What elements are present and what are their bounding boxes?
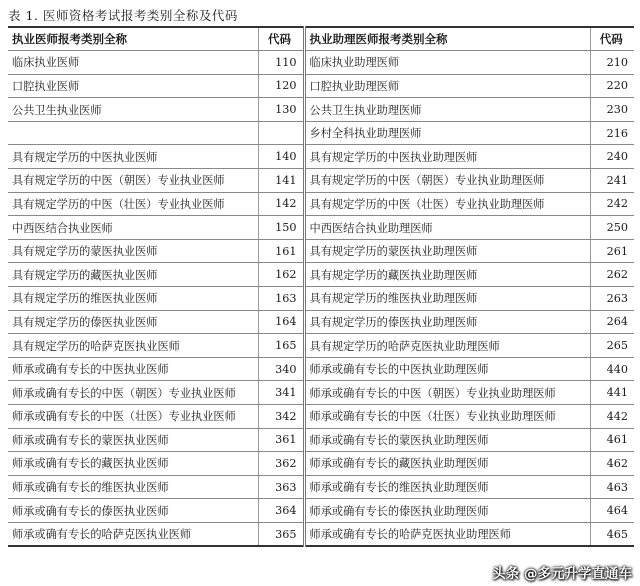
- table-row: [8, 405, 634, 429]
- assistant-code-cell: 241: [590, 169, 634, 193]
- physician-code-cell: 363: [258, 475, 304, 499]
- assistant-code-cell: 265: [590, 334, 634, 358]
- physician-code-cell: 120: [258, 74, 304, 98]
- assistant-code-cell: 230: [590, 98, 634, 122]
- table-row: [8, 475, 634, 499]
- assistant-code-cell: 250: [590, 216, 634, 240]
- table-row: [8, 98, 634, 122]
- assistant-name-cell: 中西医结合执业助理医师: [304, 216, 590, 240]
- assistant-code-cell: 262: [590, 263, 634, 287]
- assistant-name-cell: 具有规定学历的中医（壮医）专业执业助理医师: [304, 192, 590, 216]
- physician-name-cell: 具有规定学历的中医（朝医）专业执业医师: [8, 169, 258, 193]
- physician-code-cell: 163: [258, 287, 304, 311]
- assistant-name-cell: 乡村全科执业助理医师: [304, 121, 590, 145]
- table-caption: 表 1. 医师资格考试报考类别全称及代码: [8, 8, 238, 23]
- physician-code-cell: 340: [258, 357, 304, 381]
- physician-name-cell: 公共卫生执业医师: [8, 98, 258, 122]
- assistant-code-cell: 440: [590, 357, 634, 381]
- table-row: [8, 499, 634, 523]
- table-row: [8, 428, 634, 452]
- assistant-code-cell: 263: [590, 287, 634, 311]
- assistant-name-cell: 师承或确有专长的中医执业助理医师: [304, 357, 590, 381]
- physician-name-cell: 师承或确有专长的中医（朝医）专业执业医师: [8, 381, 258, 405]
- physician-name-cell: 具有规定学历的哈萨克医执业医师: [8, 334, 258, 358]
- table-row: [8, 310, 634, 334]
- physician-code-cell: 164: [258, 310, 304, 334]
- table-row: [8, 121, 634, 145]
- assistant-name-cell: 师承或确有专长的中医（壮医）专业执业助理医师: [304, 405, 590, 429]
- physician-code-cell: 165: [258, 334, 304, 358]
- physician-name-cell: 师承或确有专长的蒙医执业医师: [8, 428, 258, 452]
- assistant-name-cell: 师承或确有专长的藏医执业助理医师: [304, 452, 590, 476]
- table-row: [8, 357, 634, 381]
- assistant-code-cell: 220: [590, 74, 634, 98]
- table-body: [8, 51, 634, 546]
- table-row: [8, 452, 634, 476]
- assistant-code-cell: 465: [590, 522, 634, 546]
- physician-name-cell: 具有规定学历的维医执业医师: [8, 287, 258, 311]
- table-row: [8, 263, 634, 287]
- assistant-name-cell: 具有规定学历的中医执业助理医师: [304, 145, 590, 169]
- table-row: [8, 239, 634, 263]
- physician-name-cell: 师承或确有专长的维医执业医师: [8, 475, 258, 499]
- assistant-name-cell: 公共卫生执业助理医师: [304, 98, 590, 122]
- assistant-name-cell: 具有规定学历的维医执业助理医师: [304, 287, 590, 311]
- table-row: [8, 216, 634, 240]
- assistant-name-cell: 口腔执业助理医师: [304, 74, 590, 98]
- assistant-name-cell: 具有规定学历的藏医执业助理医师: [304, 263, 590, 287]
- assistant-name-cell: 具有规定学历的傣医执业助理医师: [304, 310, 590, 334]
- table-row: [8, 169, 634, 193]
- assistant-code-cell: 210: [590, 51, 634, 75]
- assistant-code-cell: 264: [590, 310, 634, 334]
- assistant-name-cell: 师承或确有专长的蒙医执业助理医师: [304, 428, 590, 452]
- physician-code-cell: 365: [258, 522, 304, 546]
- physician-code-cell: 162: [258, 263, 304, 287]
- physician-code-cell: 361: [258, 428, 304, 452]
- table-row: [8, 287, 634, 311]
- physician-code-cell: 142: [258, 192, 304, 216]
- table-row: [8, 334, 634, 358]
- assistant-name-cell: 师承或确有专长的维医执业助理医师: [304, 475, 590, 499]
- assistant-code-cell: 463: [590, 475, 634, 499]
- physician-name-cell: 师承或确有专长的藏医执业医师: [8, 452, 258, 476]
- table-header-row: [8, 27, 634, 51]
- physician-code-cell: 341: [258, 381, 304, 405]
- assistant-code-cell: 442: [590, 405, 634, 429]
- physician-name-cell: 师承或确有专长的傣医执业医师: [8, 499, 258, 523]
- physician-code-cell: 362: [258, 452, 304, 476]
- physician-name-cell: 具有规定学历的傣医执业医师: [8, 310, 258, 334]
- physician-code-cell: 140: [258, 145, 304, 169]
- assistant-code-cell: 462: [590, 452, 634, 476]
- physician-name-cell: 师承或确有专长的中医（壮医）专业执业医师: [8, 405, 258, 429]
- assistant-name-cell: 师承或确有专长的中医（朝医）专业执业助理医师: [304, 381, 590, 405]
- table-row: [8, 192, 634, 216]
- physician-code-cell: 150: [258, 216, 304, 240]
- watermark: 头条 @多元升学直通车: [492, 566, 632, 582]
- assistant-name-cell: 具有规定学历的哈萨克医执业助理医师: [304, 334, 590, 358]
- table-row: [8, 145, 634, 169]
- assistant-name-cell: 师承或确有专长的傣医执业助理医师: [304, 499, 590, 523]
- exam-category-table: [8, 26, 634, 547]
- assistant-code-cell: 441: [590, 381, 634, 405]
- table-row: [8, 74, 634, 98]
- assistant-code-cell: 461: [590, 428, 634, 452]
- header-assistant-code: 代码: [590, 27, 634, 51]
- physician-code-cell: 110: [258, 51, 304, 75]
- assistant-name-cell: 具有规定学历的中医（朝医）专业执业助理医师: [304, 169, 590, 193]
- assistant-code-cell: 261: [590, 239, 634, 263]
- assistant-code-cell: 240: [590, 145, 634, 169]
- physician-name-cell: 临床执业医师: [8, 51, 258, 75]
- header-physician-code: 代码: [258, 27, 304, 51]
- physician-name-cell: 中西医结合执业医师: [8, 216, 258, 240]
- physician-name-cell: 师承或确有专长的哈萨克医执业医师: [8, 522, 258, 546]
- assistant-code-cell: 464: [590, 499, 634, 523]
- assistant-code-cell: 242: [590, 192, 634, 216]
- physician-name-cell: 具有规定学历的中医（壮医）专业执业医师: [8, 192, 258, 216]
- table-row: [8, 522, 634, 546]
- physician-code-cell: 161: [258, 239, 304, 263]
- assistant-name-cell: 临床执业助理医师: [304, 51, 590, 75]
- table-row: [8, 381, 634, 405]
- physician-name-cell: [8, 121, 258, 145]
- physician-name-cell: 具有规定学历的藏医执业医师: [8, 263, 258, 287]
- physician-name-cell: 具有规定学历的中医执业医师: [8, 145, 258, 169]
- assistant-name-cell: 具有规定学历的蒙医执业助理医师: [304, 239, 590, 263]
- header-assistant-name: 执业助理医师报考类别全称: [304, 27, 590, 51]
- physician-code-cell: [258, 121, 304, 145]
- table-row: [8, 51, 634, 75]
- physician-name-cell: 师承或确有专长的中医执业医师: [8, 357, 258, 381]
- physician-code-cell: 342: [258, 405, 304, 429]
- assistant-code-cell: 216: [590, 121, 634, 145]
- header-physician-name: 执业医师报考类别全称: [8, 27, 258, 51]
- physician-code-cell: 141: [258, 169, 304, 193]
- physician-code-cell: 364: [258, 499, 304, 523]
- assistant-name-cell: 师承或确有专长的哈萨克医执业助理医师: [304, 522, 590, 546]
- physician-code-cell: 130: [258, 98, 304, 122]
- physician-name-cell: 口腔执业医师: [8, 74, 258, 98]
- physician-name-cell: 具有规定学历的蒙医执业医师: [8, 239, 258, 263]
